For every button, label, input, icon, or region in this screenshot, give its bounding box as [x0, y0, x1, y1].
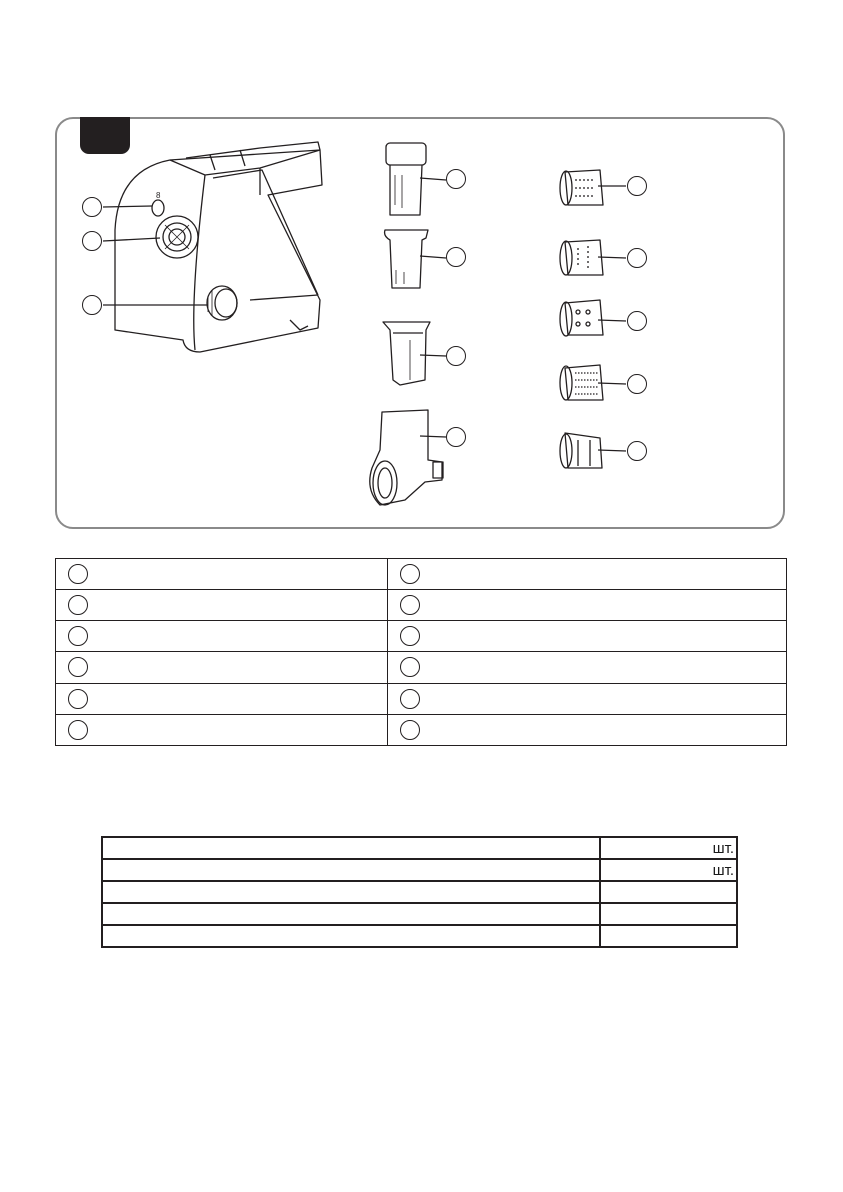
appliance-body — [115, 142, 322, 352]
table-row — [102, 837, 737, 859]
drum-5 — [560, 433, 602, 468]
drum-3 — [560, 300, 603, 336]
table-row — [56, 590, 787, 621]
row-number-circle — [68, 657, 88, 677]
table-row — [56, 714, 787, 745]
row-number-circle — [400, 689, 420, 709]
row-number-circle — [400, 626, 420, 646]
callout-4 — [446, 169, 466, 189]
quantity-unit — [600, 881, 737, 903]
feed-tube — [383, 322, 430, 385]
grater-housing — [370, 410, 443, 505]
drum-2 — [560, 240, 603, 275]
row-number-circle — [68, 564, 88, 584]
table-row — [56, 621, 787, 652]
row-number-circle — [400, 657, 420, 677]
svg-text:8: 8 — [156, 191, 161, 200]
callout-3 — [82, 295, 102, 315]
drum-1 — [560, 170, 603, 205]
table-row — [56, 683, 787, 714]
quantity-unit: шт. — [600, 837, 737, 859]
table-row — [102, 859, 737, 881]
parts-legend-table — [55, 558, 787, 746]
inner-pusher — [385, 230, 428, 288]
row-number-circle — [400, 564, 420, 584]
quantity-unit — [600, 925, 737, 947]
quantity-unit: шт. — [600, 859, 737, 881]
table-row — [56, 559, 787, 590]
row-number-circle — [68, 689, 88, 709]
callout-12 — [627, 441, 647, 461]
row-number-circle — [68, 720, 88, 740]
callout-7 — [446, 427, 466, 447]
row-number-circle — [400, 720, 420, 740]
callout-5 — [446, 247, 466, 267]
release-button — [152, 191, 164, 216]
callout-1 — [82, 197, 102, 217]
feed-outlet — [156, 216, 198, 258]
table-row — [102, 903, 737, 925]
callout-11 — [627, 374, 647, 394]
callout-10 — [627, 311, 647, 331]
callout-2 — [82, 231, 102, 251]
drum-4 — [560, 365, 603, 400]
quantity-unit — [600, 903, 737, 925]
pusher-accessory — [386, 143, 426, 215]
table-row — [102, 925, 737, 947]
row-number-circle — [68, 626, 88, 646]
table-row — [56, 652, 787, 683]
row-number-circle — [400, 595, 420, 615]
row-number-circle — [68, 595, 88, 615]
callout-9 — [627, 248, 647, 268]
callout-6 — [446, 346, 466, 366]
package-contents-table — [101, 836, 738, 948]
speed-knob — [207, 286, 237, 320]
table-row — [102, 881, 737, 903]
callout-8 — [627, 176, 647, 196]
